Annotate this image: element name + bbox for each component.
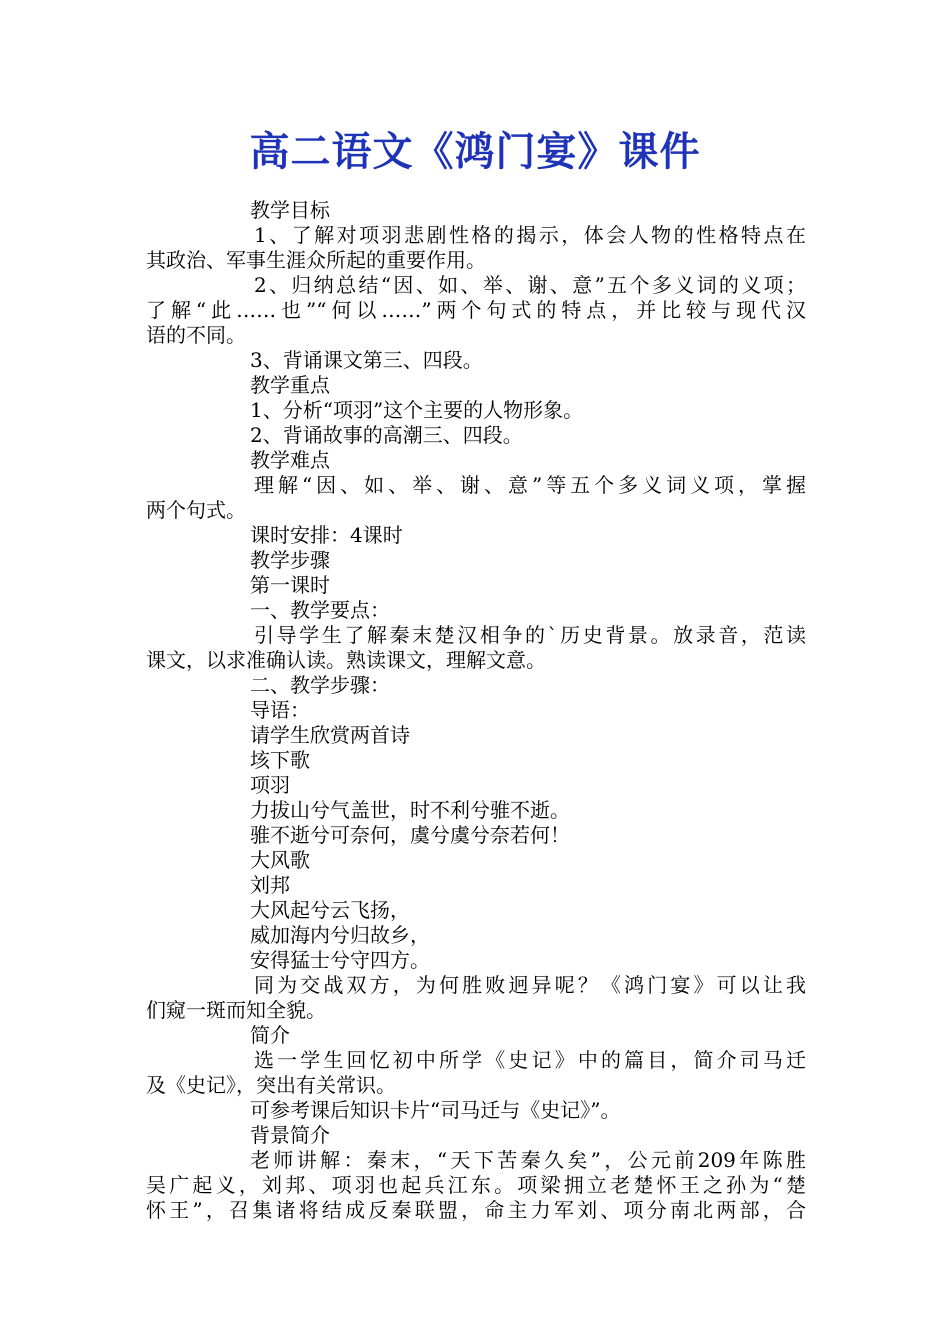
body-line: 垓下歌 xyxy=(250,748,310,772)
body-line: 威加海内兮归故乡， xyxy=(250,923,430,947)
body-line: 教学目标 xyxy=(250,198,330,222)
body-line: 语的不同。 xyxy=(146,323,246,347)
body-line: 其政治、军事生涯众所起的重要作用。 xyxy=(146,248,486,272)
body-line: 教学步骤 xyxy=(250,548,330,572)
body-line: 老师讲解：秦末，“天下苦秦久矣”，公元前209年陈胜 xyxy=(250,1148,806,1172)
body-line: 二、教学步骤： xyxy=(250,673,390,697)
body-line: 一、教学要点： xyxy=(250,598,390,622)
document-body xyxy=(146,198,806,1223)
body-line: 1、了解对项羽悲剧性格的揭示，体会人物的性格特点在 xyxy=(254,223,806,247)
body-line: 同为交战双方，为何胜败迥异呢？《鸿门宴》可以让我 xyxy=(254,973,806,997)
body-line: 大风歌 xyxy=(250,848,310,872)
body-line: 引导学生了解秦末楚汉相争的`历史背景。放录音，范读 xyxy=(254,623,806,647)
body-line: 大风起兮云飞扬， xyxy=(250,898,410,922)
body-line: 3、背诵课文第三、四段。 xyxy=(250,348,483,372)
body-line: 2、归纳总结“因、如、举、谢、意”五个多义词的义项； xyxy=(254,273,806,297)
body-line: 请学生欣赏两首诗 xyxy=(250,723,410,747)
body-line: 项羽 xyxy=(250,773,290,797)
body-line: 选一学生回忆初中所学《史记》中的篇目，简介司马迁 xyxy=(254,1048,806,1072)
body-line: 骓不逝兮可奈何，虞兮虞兮奈若何！ xyxy=(250,823,570,847)
body-line: 怀王”，召集诸将结成反秦联盟，命主力军刘、项分南北两部，合 xyxy=(146,1198,806,1222)
body-line: 课时安排：4课时 xyxy=(250,523,403,547)
body-line: 们窥一斑而知全貌。 xyxy=(146,998,326,1022)
body-line: 课文，以求准确认读。熟读课文，理解文意。 xyxy=(146,648,546,672)
body-line: 安得猛士兮守四方。 xyxy=(250,948,430,972)
body-line: 了解“此……也”“何以……”两个句式的特点，并比较与现代汉 xyxy=(146,298,806,322)
body-line: 教学难点 xyxy=(250,448,330,472)
body-line: 力拔山兮气盖世，时不利兮骓不逝。 xyxy=(250,798,570,822)
document-title: 高二语文《鸿门宴》课件 xyxy=(249,128,701,175)
body-line: 第一课时 xyxy=(250,573,330,597)
body-line: 背景简介 xyxy=(250,1123,330,1147)
body-line: 简介 xyxy=(250,1023,290,1047)
body-line: 及《史记》，突出有关常识。 xyxy=(146,1073,396,1097)
body-line: 教学重点 xyxy=(250,373,330,397)
body-line: 2、背诵故事的高潮三、四段。 xyxy=(250,423,523,447)
body-line: 1、分析“项羽”这个主要的人物形象。 xyxy=(250,398,584,422)
body-line: 导语： xyxy=(250,698,310,722)
body-line: 刘邦 xyxy=(250,873,290,897)
body-line: 理解“因、如、举、谢、意”等五个多义词义项，掌握 xyxy=(254,473,806,497)
body-line: 两个句式。 xyxy=(146,498,246,522)
body-line: 吴广起义，刘邦、项羽也起兵江东。项梁拥立老楚怀王之孙为“楚 xyxy=(146,1173,806,1197)
body-line: 可参考课后知识卡片“司马迁与《史记》”。 xyxy=(250,1098,621,1122)
